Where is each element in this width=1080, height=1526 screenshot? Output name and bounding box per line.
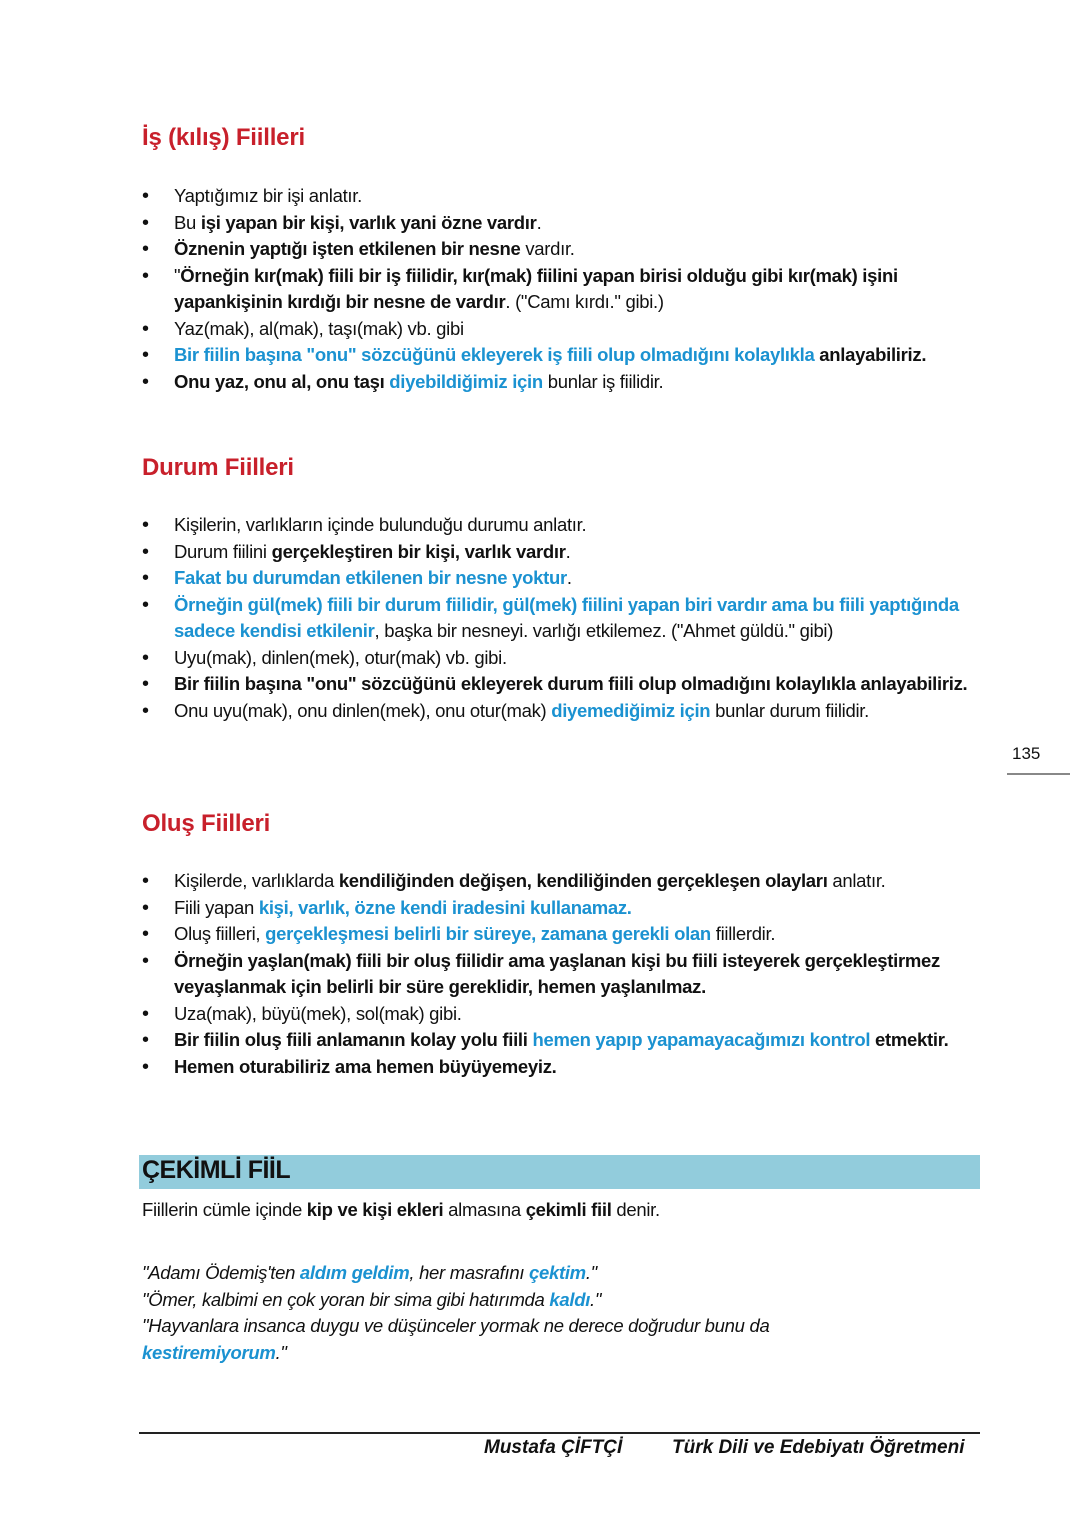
page-number: 135 — [1012, 744, 1041, 763]
list-item: • Bir fiilin başına "onu" sözcüğünü ekleyerek iş fiili olup olmadığını kolaylıkla anlayabiliriz. — [142, 342, 972, 369]
list-item: • Kişilerde, varlıklarda kendiliğinden değişen, kendiliğinden gerçekleşen olayları anlatır. — [142, 868, 972, 895]
footer-divider — [139, 1432, 980, 1434]
cekimli-fiil-banner — [139, 1155, 980, 1189]
example-quote: "Adamı Ödemiş'ten aldım geldim, her masrafını çektim." — [142, 1262, 597, 1283]
list-item: • Fakat bu durumdan etkilenen bir nesne yoktur. — [142, 565, 972, 592]
durum-fiilleri-list — [142, 512, 972, 724]
list-item: • Bir fiilin oluş fiili anlamanın kolay yolu fiili hemen yapıp yapamayacağımızı kontrol etmektir. — [142, 1027, 972, 1054]
list-item: • Yaz(mak), al(mak), taşı(mak) vb. gibi — [142, 316, 972, 343]
list-item: • Örneğin gül(mek) fiili bir durum fiilidir, gül(mek) fiilini yapan biri vardır ama bu fiili yaptığında sadece kendisi etkilenir, başka bir nesneyi. varlığı etkilemez. ("Ahmet güldü." gibi) — [142, 592, 972, 645]
list-item: • Uyu(mak), dinlen(mek), otur(mak) vb. gibi. — [142, 645, 972, 672]
list-item: • Onu yaz, onu al, onu taşı diyebildiğimiz için bunlar iş fiilidir. — [142, 369, 972, 396]
list-item: • "Örneğin kır(mak) fiili bir iş fiilidir, kır(mak) fiilini yapan birisi olduğu gibi kır(mak) işini yapankişinin kırdığı bir nesne de vardır. ("Camı kırdı." gibi.) — [142, 263, 972, 316]
list-item: • Hemen oturabiliriz ama hemen büyüyemeyiz. — [142, 1054, 972, 1081]
list-item: • Uza(mak), büyü(mek), sol(mak) gibi. — [142, 1001, 972, 1028]
footer-role: Türk Dili ve Edebiyatı Öğretmeni — [672, 1437, 965, 1458]
heading-is-fiilleri: İş (kılış) Fiilleri — [142, 124, 305, 151]
cekimli-fiil-definition: Fiillerin cümle içinde kip ve kişi ekleri almasına çekimli fiil denir. — [142, 1199, 660, 1220]
list-item: • Yaptığımız bir işi anlatır. — [142, 183, 972, 210]
footer-author: Mustafa ÇİFTÇİ — [484, 1437, 623, 1458]
is-fiilleri-list — [142, 183, 972, 395]
list-item: • Oluş fiilleri, gerçekleşmesi belirli bir süreye, zamana gerekli olan fiillerdir. — [142, 921, 972, 948]
list-item: • Kişilerin, varlıkların içinde bulunduğu durumu anlatır. — [142, 512, 972, 539]
heading-durum-fiilleri: Durum Fiilleri — [142, 454, 294, 481]
list-item: • Öznenin yaptığı işten etkilenen bir nesne vardır. — [142, 236, 972, 263]
list-item: • Fiili yapan kişi, varlık, özne kendi iradesini kullanamaz. — [142, 895, 972, 922]
example-quotes — [142, 1260, 862, 1366]
list-item: • Durum fiilini gerçekleştiren bir kişi, varlık vardır. — [142, 539, 972, 566]
list-item: • Örneğin yaşlan(mak) fiili bir oluş fiilidir ama yaşlanan kişi bu fiili isteyerek gerçekleştirmez veyaşlanmak için belirli bir süre gereklidir, hemen yaşlanılmaz. — [142, 948, 972, 1001]
example-quote: "Hayvanlara insanca duygu ve düşünceler yormak ne derece doğrudur bunu da kestiremiyorum." — [142, 1315, 770, 1363]
example-quote: "Ömer, kalbimi en çok yoran bir sima gibi hatırımda kaldı." — [142, 1288, 602, 1310]
page-number-underline — [1007, 773, 1070, 775]
list-item: • Bu işi yapan bir kişi, varlık yani özne vardır. — [142, 210, 972, 237]
list-item: • Onu uyu(mak), onu dinlen(mek), onu otur(mak) diyemediğimiz için bunlar durum fiilidir. — [142, 698, 972, 725]
heading-olus-fiilleri: Oluş Fiilleri — [142, 810, 271, 837]
olus-fiilleri-list — [142, 868, 972, 1080]
cekimli-fiil-title: ÇEKİMLİ FİİL — [142, 1156, 291, 1184]
list-item: • Bir fiilin başına "onu" sözcüğünü ekleyerek durum fiili olup olmadığını kolaylıkla anlayabiliriz. — [142, 671, 972, 698]
